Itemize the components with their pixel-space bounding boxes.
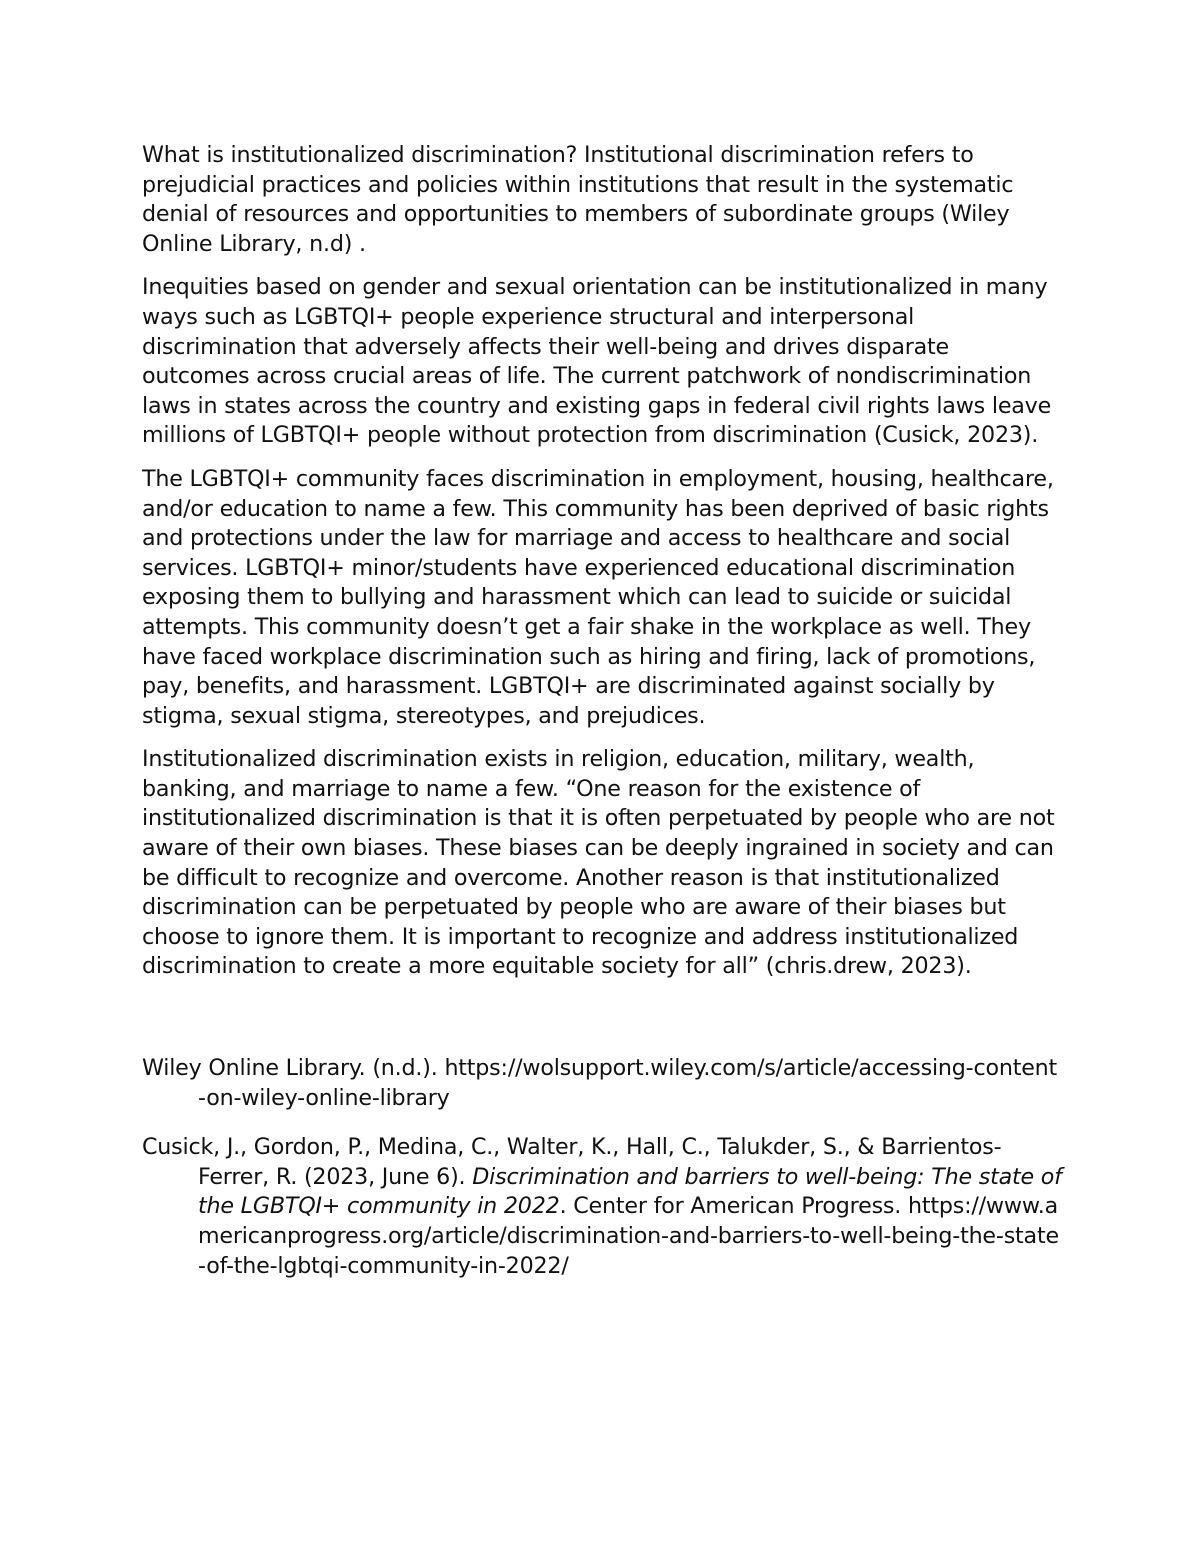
- reference-cusick-authors: Cusick, J., Gordon, P., Medina, C., Walter, K., Hall, C., Talukder, S., & Barrientos-Ferrer, R. (2023, June 6).: [142, 1134, 1002, 1190]
- paragraph-institutionalized-areas: Institutionalized discrimination exists in religion, education, military, wealth, banking, and marriage to name a few. “One reason for the existence of institutionalized discrimination is that it is often perpetuated by people who are not aware of their own biases. These biases can be deeply ingrained in society and can be difficult to recognize and overcome. Another reason is that institutionalized discrimination can be perpetuated by people who are aware of their biases but choose to ignore them. It is important to recognize and address institutionalized discrimination to create a more equitable society for all” (chris.drew, 2023).: [142, 746, 1055, 980]
- paragraph-inequities: Inequities based on gender and sexual orientation can be institutionalized in many ways such as LGBTQI+ people experience structural and interpersonal discrimination that adversely affects their well-being and drives disparate outcomes across crucial areas of life. The current patchwork of nondiscrimination laws in states across the country and existing gaps in federal civil rights laws leave millions of LGBTQI+ people without protection from discrimination (Cusick, 2023).: [142, 274, 1052, 449]
- references-section: [142, 1054, 1062, 1281]
- reference-wiley: [142, 1054, 1062, 1113]
- reference-cusick-title: Discrimination and barriers to well-being: The state of the LGBTQI+ community in 2022: [198, 1163, 1062, 1220]
- document-page: [142, 141, 1062, 1301]
- reference-cusick-url[interactable]: https://www.americanprogress.org/article/discrimination-and-barriers-to-well-being-the-state-of-the-lgbtqi-community-in-2022/: [198, 1193, 1059, 1279]
- reference-wiley-source: Wiley Online Library. (n.d.).: [142, 1055, 445, 1082]
- paragraph-community-discrimination: The LGBTQI+ community faces discrimination in employment, housing, healthcare, and/or education to name a few. This community has been deprived of basic rights and protections under the law for marriage and access to healthcare and social services. LGBTQI+ minor/students have experienced educational discrimination exposing them to bullying and harassment which can lead to suicide or suicidal attempts. This community doesn’t get a fair shake in the workplace as well. They have faced workplace discrimination such as hiring and firing, lack of promotions, pay, benefits, and harassment. LGBTQI+ are discriminated against socially by stigma, sexual stigma, stereotypes, and prejudices.: [142, 465, 1054, 729]
- paragraph-definition: What is institutionalized discrimination? Institutional discrimination refers to prejudicial practices and policies within institutions that result in the systematic denial of resources and opportunities to members of subordinate groups (Wiley Online Library, n.d) .: [142, 142, 1014, 257]
- reference-cusick: [142, 1133, 1062, 1281]
- reference-cusick-publisher: . Center for American Progress.: [559, 1193, 908, 1220]
- reference-wiley-url[interactable]: https://wolsupport.wiley.com/s/article/accessing-content-on-wiley-online-library: [198, 1055, 1058, 1111]
